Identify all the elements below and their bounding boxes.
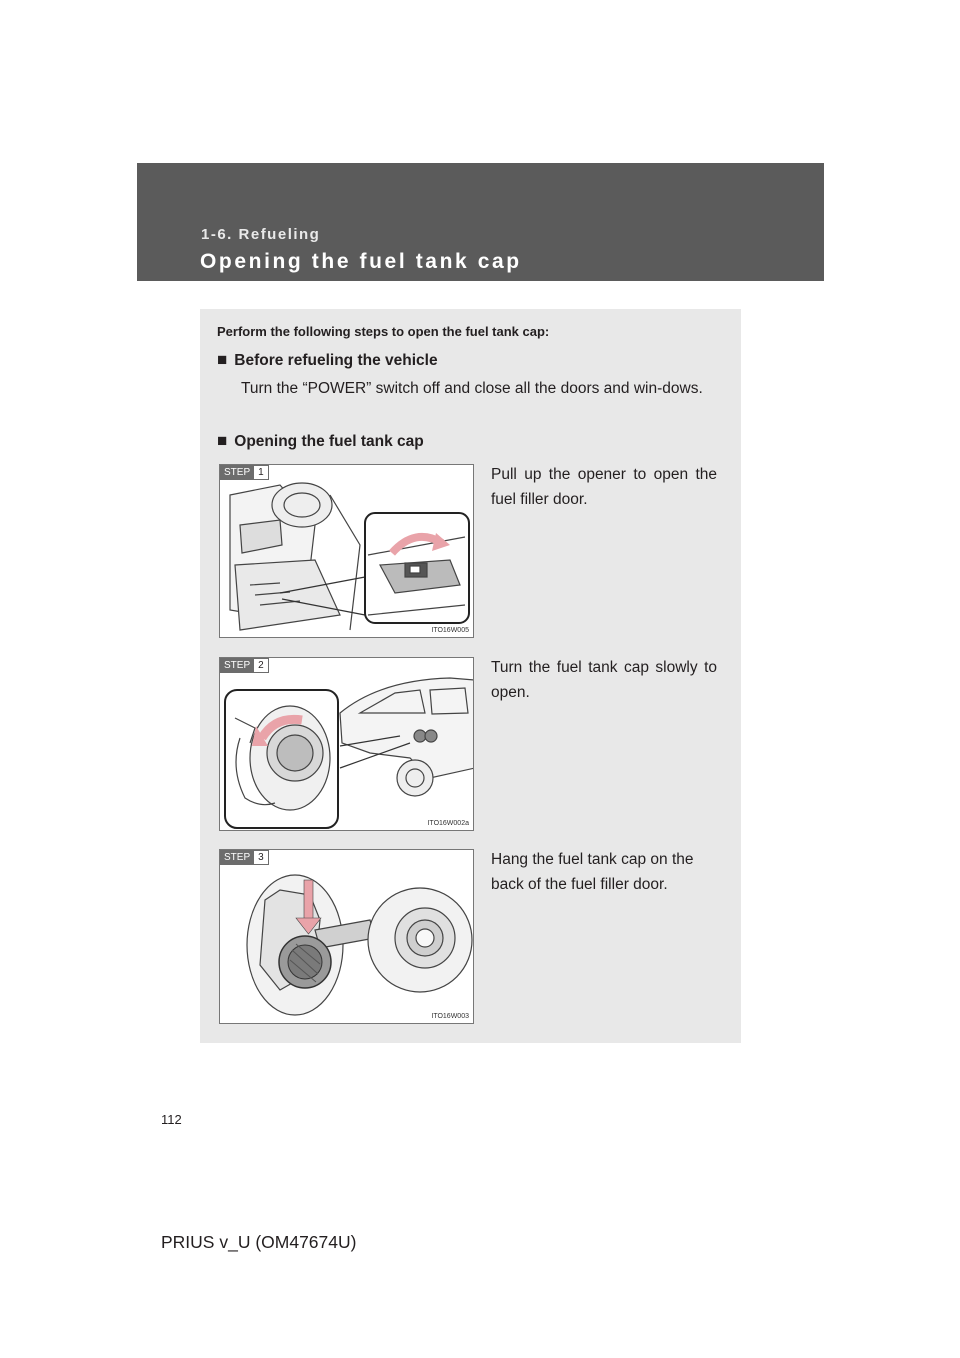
bullet-square-icon: ■ [217, 350, 228, 369]
page-title: Opening the fuel tank cap [200, 250, 522, 273]
step1-figure [219, 464, 474, 638]
subsection-title: Opening the fuel tank cap [234, 433, 424, 450]
fuel-cap-illustration [220, 658, 474, 831]
step-badge: STEP 1 [220, 465, 269, 480]
section-label: 1-6. Refueling [201, 226, 321, 243]
figure-code: ITO16W003 [431, 1013, 469, 1020]
step-badge: STEP 3 [220, 850, 269, 865]
step3-text: Hang the fuel tank cap on the back of the fuel filler door. [491, 851, 694, 893]
step-badge: STEP 2 [220, 658, 269, 673]
step3-figure [219, 849, 474, 1024]
step2-figure [219, 657, 474, 831]
hanging-cap-illustration [220, 850, 474, 1024]
subsection-title: Before refueling the vehicle [234, 352, 438, 369]
intro-text: Perform the following steps to open the fuel tank cap: [217, 324, 550, 339]
page-number: 112 [161, 1112, 182, 1127]
subsection-before-refueling [217, 350, 438, 370]
step1-text: Pull up the opener to open the fuel filler door. [491, 466, 717, 508]
footer-model-code: PRIUS v_U (OM47674U) [161, 1232, 357, 1252]
opener-illustration [220, 465, 474, 638]
figure-code: ITO16W005 [431, 627, 469, 634]
subsection-opening-cap [217, 431, 424, 451]
before-refueling-text: Turn the “POWER” switch off and close all the doors and win-dows. [241, 380, 703, 397]
figure-code: ITO16W002a [427, 820, 469, 827]
step2-text: Turn the fuel tank cap slowly to open. [491, 659, 717, 701]
bullet-square-icon: ■ [217, 431, 228, 450]
